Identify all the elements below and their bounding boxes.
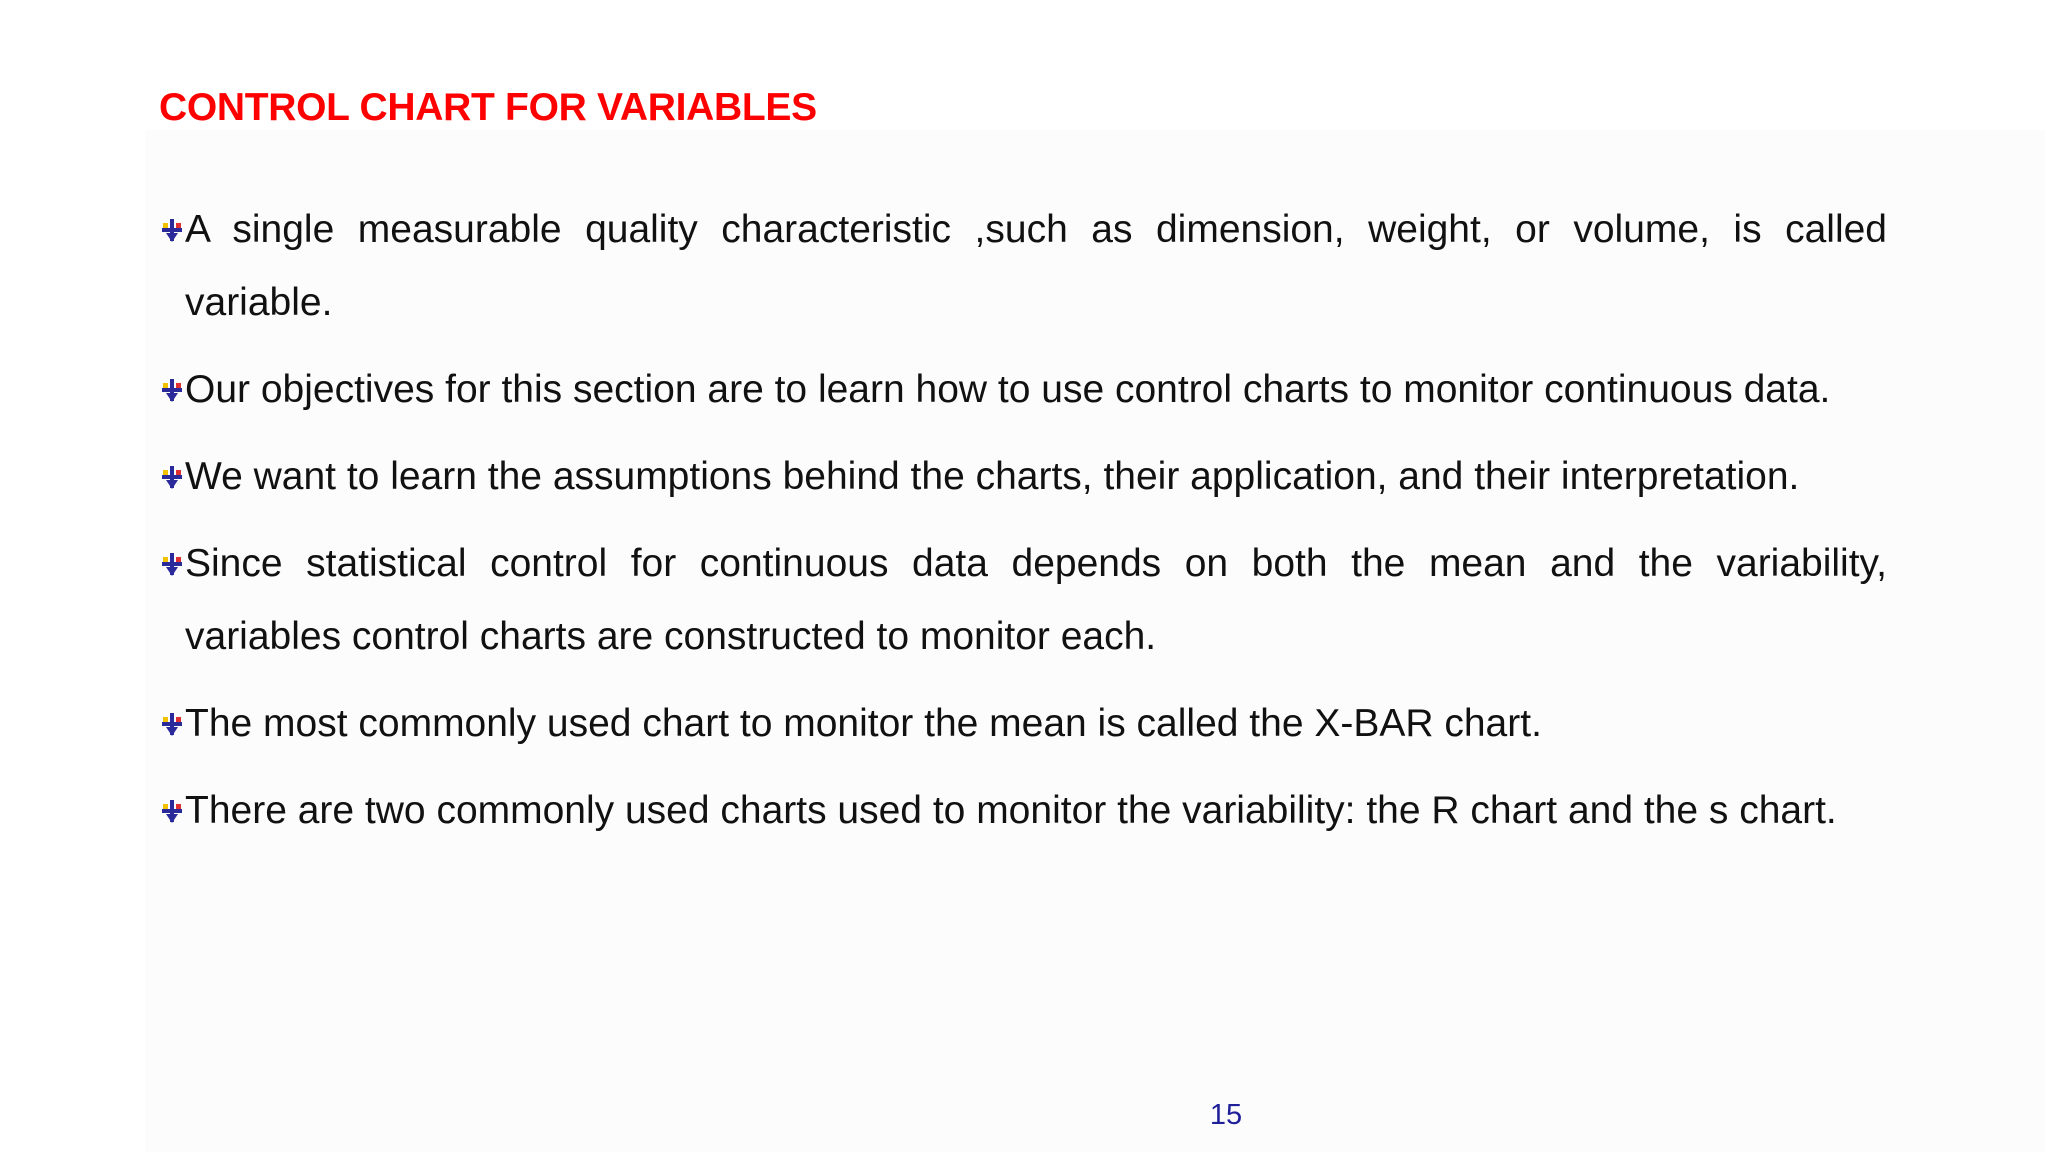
slide-title: CONTROL CHART FOR VARIABLES (159, 86, 817, 129)
bullet-list (159, 193, 1887, 861)
down-arrow-bullet-icon (159, 711, 185, 737)
bullet-item (159, 527, 1887, 673)
bullet-item (159, 353, 1887, 426)
down-arrow-bullet-icon (159, 798, 185, 824)
down-arrow-bullet-icon (159, 551, 185, 577)
down-arrow-bullet-icon (159, 377, 185, 403)
bullet-text: Our objectives for this section are to learn how to use control charts to monitor continuous data. (185, 368, 1831, 411)
down-arrow-bullet-icon (159, 217, 185, 243)
bullet-item (159, 774, 1887, 847)
bullet-text: A single measurable quality characteristic ,such as dimension, weight, or volume, is called variable. (185, 208, 1887, 324)
bullet-item (159, 687, 1887, 760)
bullet-text: The most commonly used chart to monitor the mean is called the X-BAR chart. (185, 702, 1542, 745)
bullet-text: Since statistical control for continuous data depends on both the mean and the variability, variables control charts are constructed to monitor each. (185, 542, 1887, 658)
down-arrow-bullet-icon (159, 464, 185, 490)
bullet-text: We want to learn the assumptions behind the charts, their application, and their interpretation. (185, 455, 1800, 498)
page-number: 15 (1209, 1099, 1243, 1131)
bullet-item (159, 193, 1887, 339)
bullet-text: There are two commonly used charts used to monitor the variability: the R chart and the s chart. (185, 789, 1837, 832)
bullet-item (159, 440, 1887, 513)
